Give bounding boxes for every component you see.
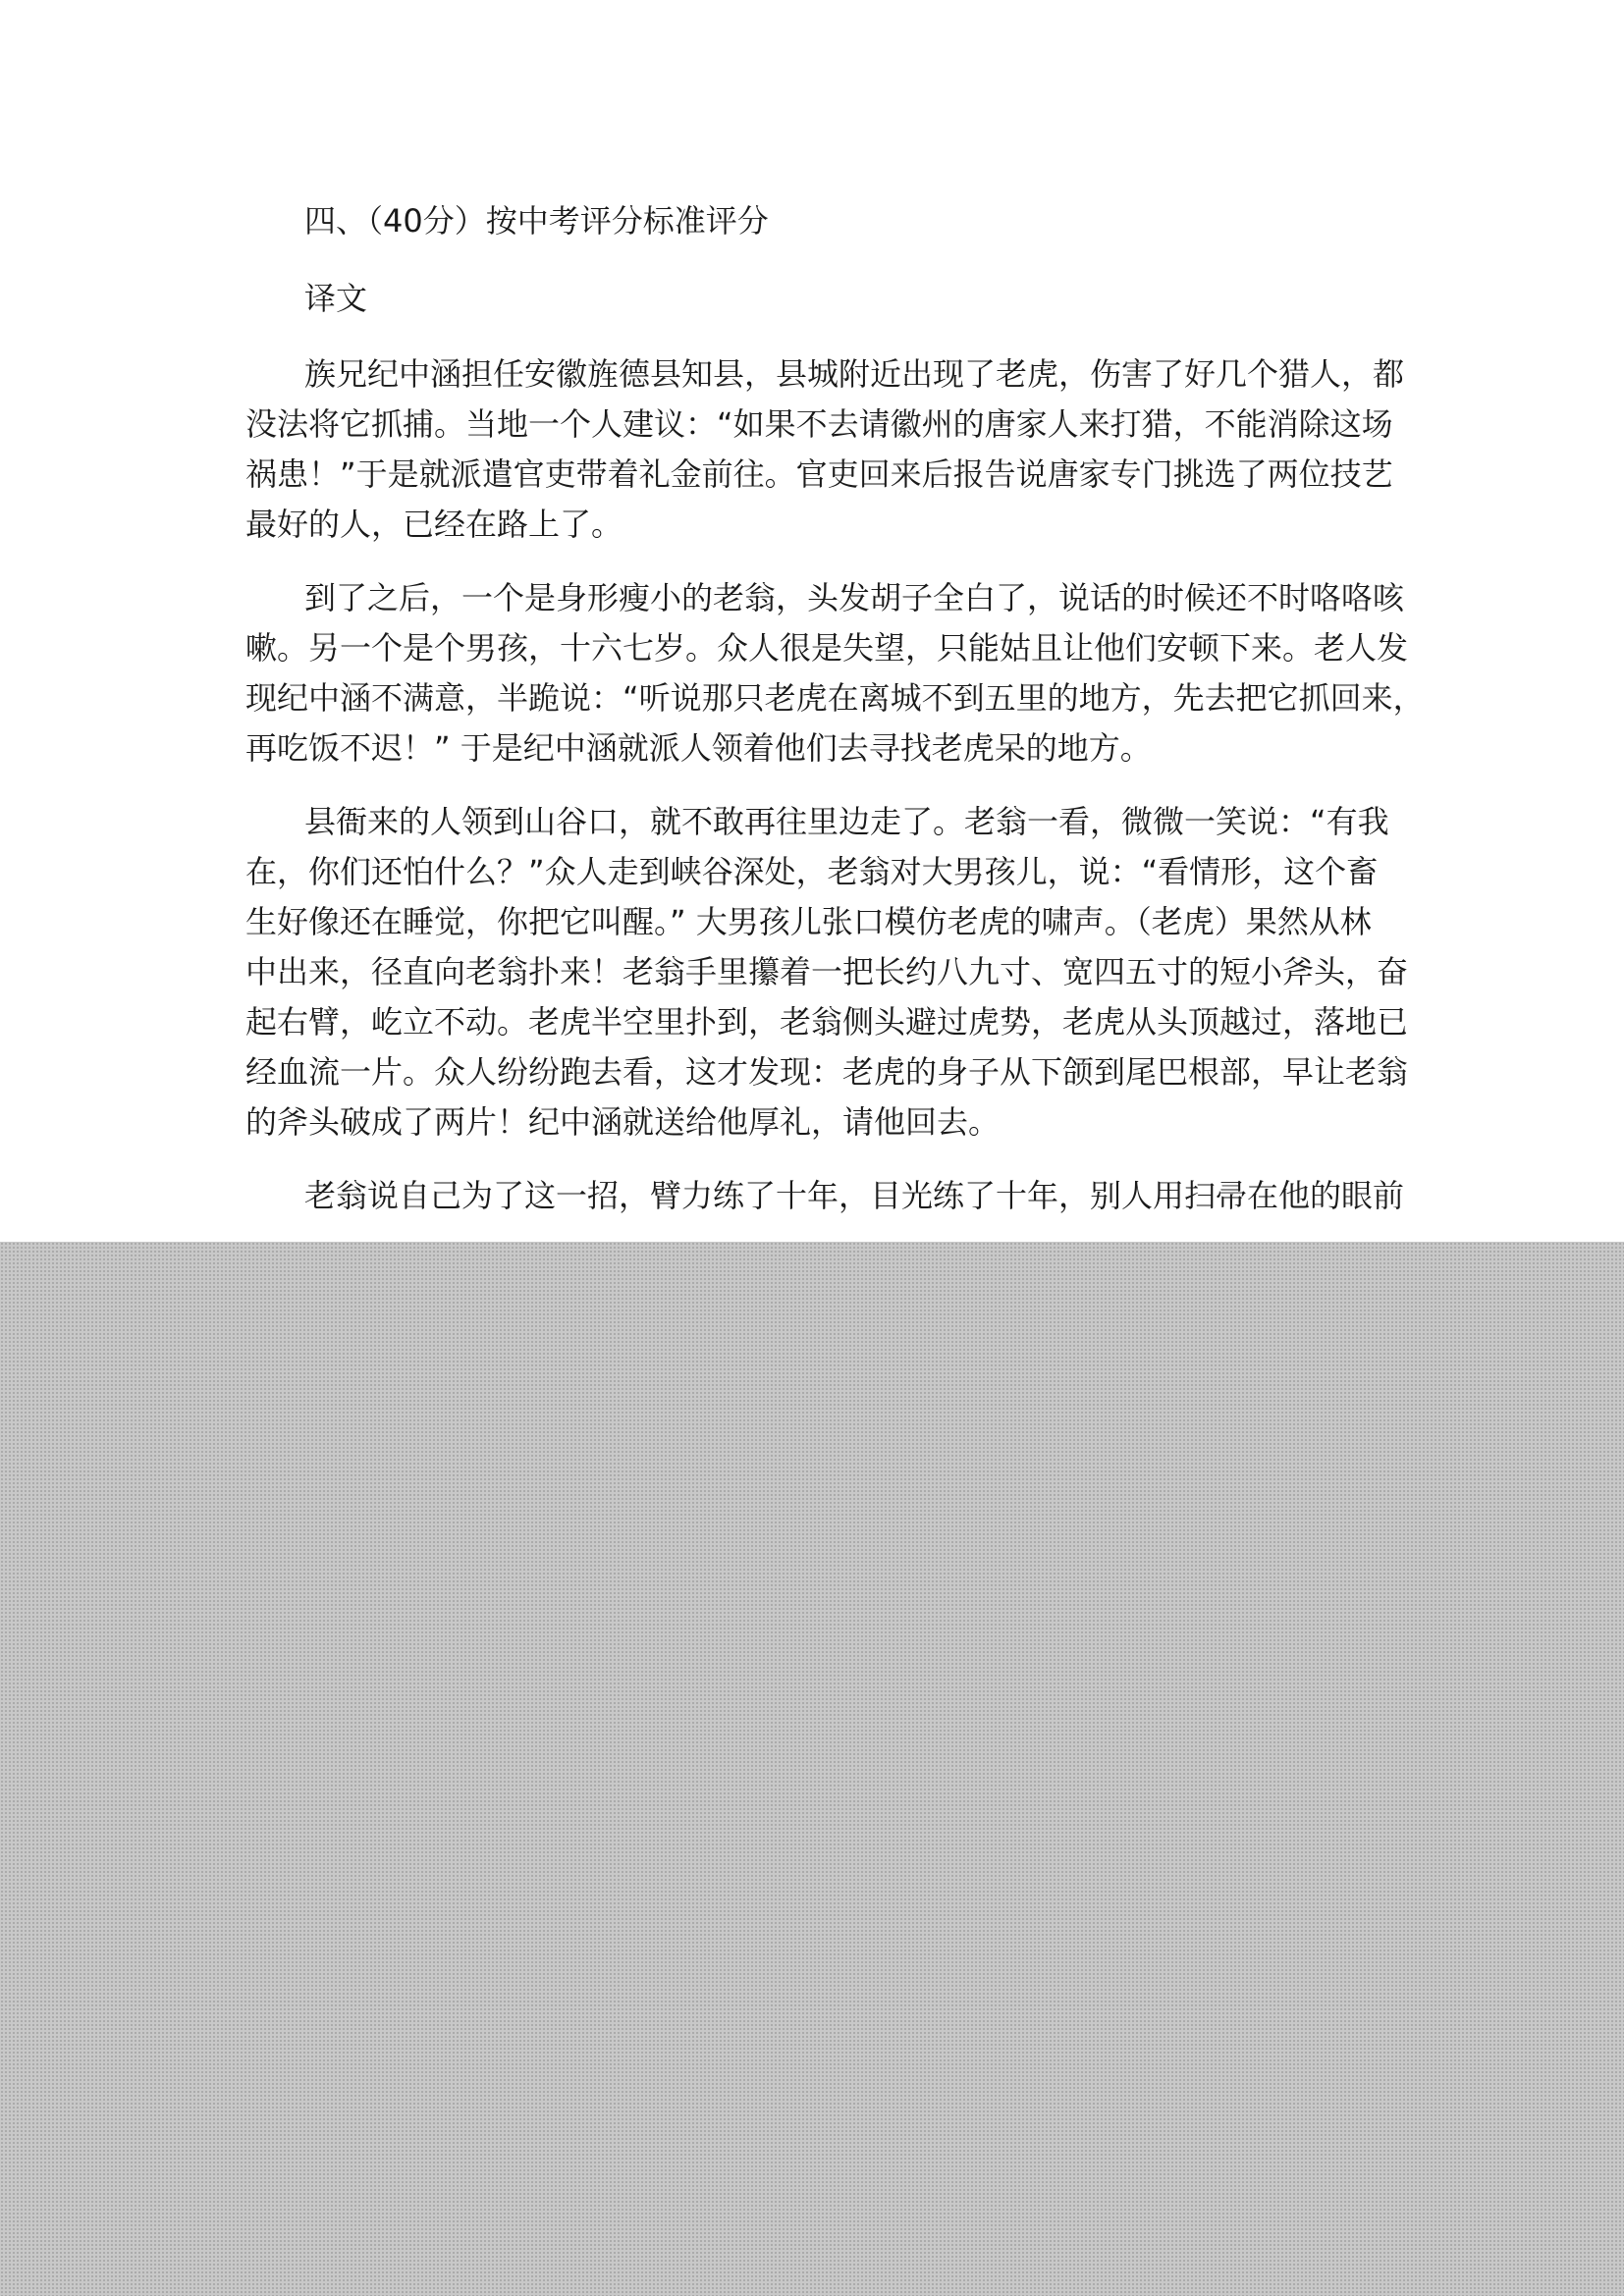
paragraph-line: 祸患！”于是就派遣官吏带着礼金前往。官吏回来后报告说唐家专门挑选了两位技艺 — [245, 455, 1393, 493]
paragraph-line: 再吃饭不迟！” 于是纪中涵就派人领着他们去寻找老虎呆的地方。 — [245, 729, 1152, 767]
paragraph-line: 起右臂，屹立不动。老虎半空里扑到，老翁侧头避过虎势，老虎从头顶越过，落地已 — [245, 1003, 1409, 1041]
paragraph-3 — [245, 797, 1409, 1148]
paragraph-line: 到了之后，一个是身形瘦小的老翁，头发胡子全白了，说话的时候还不时咯咯咳 — [304, 579, 1405, 616]
paragraph-4 — [245, 1171, 1405, 1221]
subheading-text: 译文 — [304, 280, 368, 317]
paragraph-line: 经血流一片。众人纷纷跑去看，这才发现：老虎的身子从下颌到尾巴根部，早让老翁 — [245, 1053, 1409, 1091]
section-heading — [245, 196, 1384, 246]
paragraph-line: 没法将它抓捕。当地一个人建议：“如果不去请徽州的唐家人来打猎，不能消除这场 — [245, 405, 1393, 443]
paragraph-line: 族兄纪中涵担任安徽旌德县知县，县城附近出现了老虎，伤害了好几个猎人，都 — [304, 355, 1405, 393]
paragraph-line: 在，你们还怕什么？”众人走到峡谷深处，老翁对大男孩儿，说：“看情形，这个畜 — [245, 853, 1379, 890]
paragraph-line: 中出来，径直向老翁扑来！老翁手里攥着一把长约八九寸、宽四五寸的短小斧头，奋 — [245, 953, 1409, 990]
paragraph-line: 嗽。另一个是个男孩，十六七岁。众人很是失望，只能姑且让他们安顿下来。老人发 — [245, 629, 1409, 667]
paragraph-line: 现纪中涵不满意，半跪说：“听说那只老虎在离城不到五里的地方，先去把它抓回来， — [245, 679, 1425, 717]
paragraph-1 — [245, 349, 1405, 550]
paragraph-line: 最好的人，已经在路上了。 — [245, 506, 623, 543]
document-body — [245, 196, 1425, 1221]
paragraph-line: 生好像还在睡觉，你把它叫醒。” 大男孩儿张口模仿老虎的啸声。（老虎）果然从林 — [245, 903, 1372, 940]
paragraph-line: 县衙来的人领到山谷口，就不敢再往里边走了。老翁一看，微微一笑说：“有我 — [304, 803, 1389, 840]
section-subheading — [245, 274, 1384, 324]
paragraph-2 — [245, 573, 1425, 774]
gray-dotted-overlay — [0, 1242, 1624, 2296]
heading-text: 四、（40分）按中考评分标准评分 — [304, 202, 769, 240]
paragraph-line: 老翁说自己为了这一招，臂力练了十年，目光练了十年，别人用扫帚在他的眼前 — [304, 1177, 1405, 1214]
paragraph-line: 的斧头破成了两片！纪中涵就送给他厚礼，请他回去。 — [245, 1103, 1001, 1141]
